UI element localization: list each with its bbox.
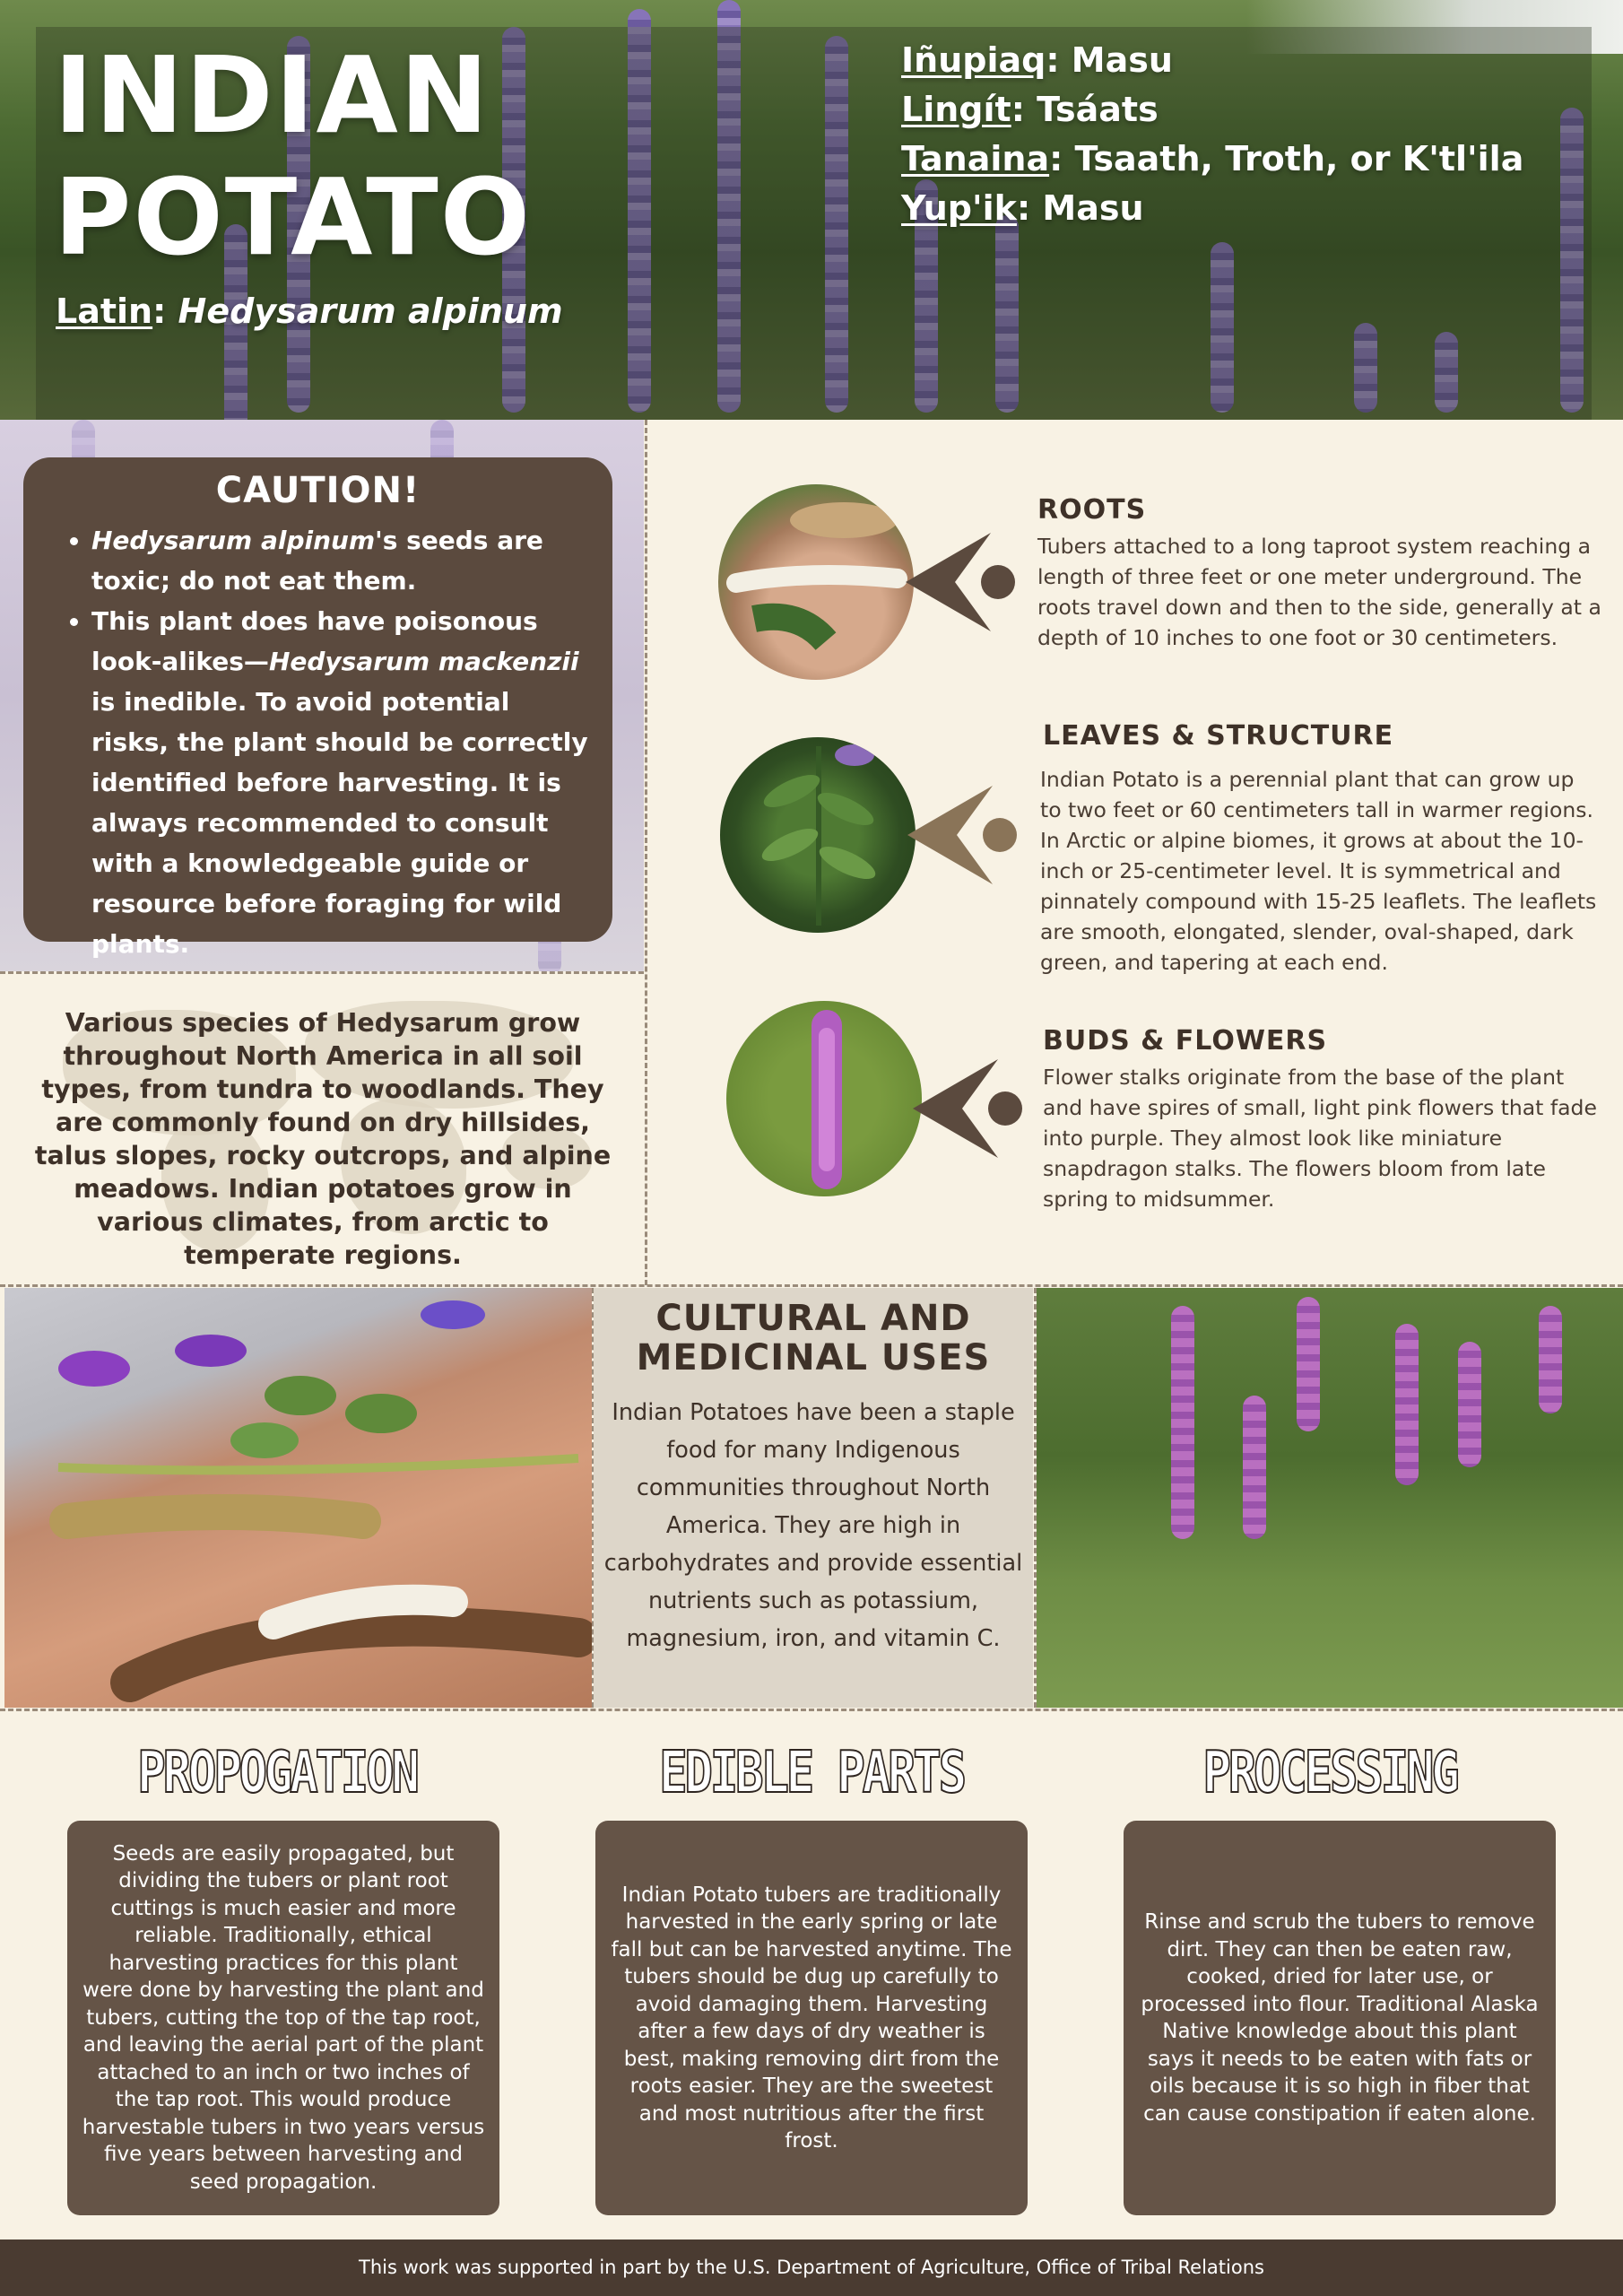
caution-item-emphasis: Hedysarum alpinum — [91, 526, 376, 555]
section-divider — [0, 971, 644, 974]
flower-spike — [1395, 1324, 1419, 1485]
leaf-illustration — [720, 737, 916, 933]
latin-value: Hedysarum alpinum — [178, 291, 563, 331]
language-label: Iñupiaq — [901, 40, 1046, 80]
processing-body: Rinse and scrub the tubers to remove dirt. They can then be eaten raw, cooked, dried for later use, or processed into flour. Traditional Alaska Native knowledge about this plant says it needs to be eaten with fats or oils because it is so high in fiber that can cause constipation if eaten alone. — [1141, 1910, 1539, 2126]
leaves-photo — [720, 737, 916, 933]
name-value: Masu — [1071, 40, 1173, 80]
root-illustration — [718, 484, 914, 680]
cultural-heading-line-2: MEDICINAL USES — [636, 1337, 991, 1378]
cultural-uses-section — [594, 1288, 1033, 1708]
flowers-photo — [726, 1001, 922, 1196]
caution-item-text: 's seeds are toxic; do not eat them. — [91, 526, 543, 596]
native-name-inupiaq: Iñupiaq: Masu — [901, 40, 1173, 80]
flower-spike — [1243, 1396, 1266, 1539]
roots-body: Tubers attached to a long taproot system reaching a length of three feet or one meter underground. The roots travel down and then to the side, generally at a depth of 10 inches to one foot or 30 centimeters. — [1037, 534, 1601, 650]
caution-item-emphasis: Hedysarum mackenzii — [268, 647, 579, 676]
caution-heading: CAUTION! — [215, 470, 421, 511]
caution-item-text: is inedible. To avoid potential risks, the plant should be correctly identified before harvesting. It is always recommended to consult with a knowledgeable guide or resource before foraging for wild plants. — [91, 687, 588, 959]
flower-spike — [1171, 1306, 1194, 1539]
roots-arrow-icon — [906, 533, 1022, 631]
language-label: Yup'ik — [901, 188, 1017, 228]
leaves-body: Indian Potato is a perennial plant that can grow up to two feet or 60 centimeters tall in warmer regions. In Arctic or alpine biomes, it grows at about the 10-inch or 25-centimeter level. It is symmetrical and pinnately compound with 15-25 leaflets. The leaflets are smooth, elongated, slender, oval-shaped, dark green, and tapering at each end. — [1040, 767, 1597, 975]
leaves-heading: LEAVES & STRUCTURE — [1043, 720, 1394, 752]
name-value: Tsaath, Troth, or K'tl'ila — [1074, 139, 1524, 178]
caution-item — [91, 601, 589, 964]
latin-name: Latin: Hedysarum alpinum — [56, 291, 563, 331]
range-description: Various species of Hedysarum grow throughout North America in all soil types, from tundra to woodlands. They are commonly found on dry hillsides, talus slopes, rocky outcrops, and alpine meadows. Indian potatoes grow in various climates, from arctic to temperate regions. — [34, 1008, 612, 1270]
propogation-body: Seeds are easily propagated, but dividing the tubers or plant root cuttings is much easier and more reliable. Traditionally, ethical harvesting practices for this plant were done by harvesting the plant and tubers, cutting the top of the tap root, and leaving the aerial part of the plant attached to an inch or two inches of the tap root. This would produce harvestable tubers in two years versus five years between harvesting and seed propagation. — [82, 1841, 485, 2194]
hand-plant-illustration — [4, 1288, 592, 1708]
native-names-list — [901, 36, 1523, 233]
roots-heading: ROOTS — [1037, 494, 1147, 526]
edible-parts-card — [595, 1821, 1028, 2215]
field-plants-photo — [1037, 1288, 1623, 1708]
flower-illustration — [726, 1001, 922, 1196]
harvest-hand-photo — [4, 1288, 592, 1708]
title-line-2: POTATO — [54, 155, 533, 279]
language-label: Tanaina — [901, 139, 1050, 178]
processing-card — [1124, 1821, 1556, 2215]
title-line-1: INDIAN — [54, 33, 490, 157]
footer-credit: This work was supported in part by the U.S. Department of Agriculture, Office of Tribal Relations — [0, 2239, 1623, 2296]
native-name-lingit: Lingít: Tsáats — [901, 90, 1159, 129]
name-value: Tsáats — [1037, 90, 1159, 129]
cultural-heading-line-1: CULTURAL AND — [655, 1298, 971, 1339]
cultural-heading — [594, 1299, 1033, 1378]
propogation-card — [67, 1821, 499, 2215]
leaves-arrow-icon — [907, 786, 1024, 884]
native-name-tanaina: Tanaina: Tsaath, Troth, or K'tl'ila — [901, 139, 1524, 178]
language-label: Lingít — [901, 90, 1011, 129]
edible-parts-body: Indian Potato tubers are traditionally harvested in the early spring or late fall but can be harvested anytime. The tubers should be dug up carefully to avoid damaging them. Harvesting after a few days of dry weather is best, making removing dirt from the roots easier. They are the sweetest and most nutritious after the first frost. — [611, 1883, 1012, 2152]
flower-spike — [1458, 1342, 1481, 1467]
cultural-body: Indian Potatoes have been a staple food for many Indigenous communities throughout North America. They are high in carbohydrates and provide essential nutrients such as potassium, magnesium, iron, and vitamin C. — [603, 1399, 1023, 1652]
flower-spike — [1297, 1297, 1320, 1431]
buds-heading: BUDS & FLOWERS — [1043, 1025, 1328, 1057]
flower-spike — [1539, 1306, 1562, 1413]
section-divider — [0, 1709, 1623, 1711]
roots-photo — [718, 484, 914, 680]
flowers-arrow-icon — [913, 1059, 1029, 1158]
caution-item-text: This plant does have poisonous look-alikes— — [91, 606, 538, 676]
processing-title: PROCESSING — [1202, 1740, 1457, 1806]
name-value: Masu — [1042, 188, 1144, 228]
section-divider — [0, 1284, 1623, 1287]
native-name-yupik: Yup'ik: Masu — [901, 188, 1144, 228]
page-title — [54, 34, 532, 278]
edible-parts-title: EDIBLE PARTS — [659, 1740, 964, 1806]
caution-box — [23, 457, 612, 959]
latin-label: Latin — [56, 291, 153, 331]
section-divider — [645, 420, 647, 1285]
caution-list — [68, 520, 589, 964]
hero-banner — [0, 0, 1623, 420]
caution-item — [91, 520, 589, 601]
buds-body: Flower stalks originate from the base of the plant and have spires of small, light pink flowers that fade into purple. They almost look like miniature snapdragon stalks. The flowers bloom from late spring to midsummer. — [1043, 1065, 1597, 1212]
propogation-title: PROPOGATION — [137, 1740, 417, 1806]
